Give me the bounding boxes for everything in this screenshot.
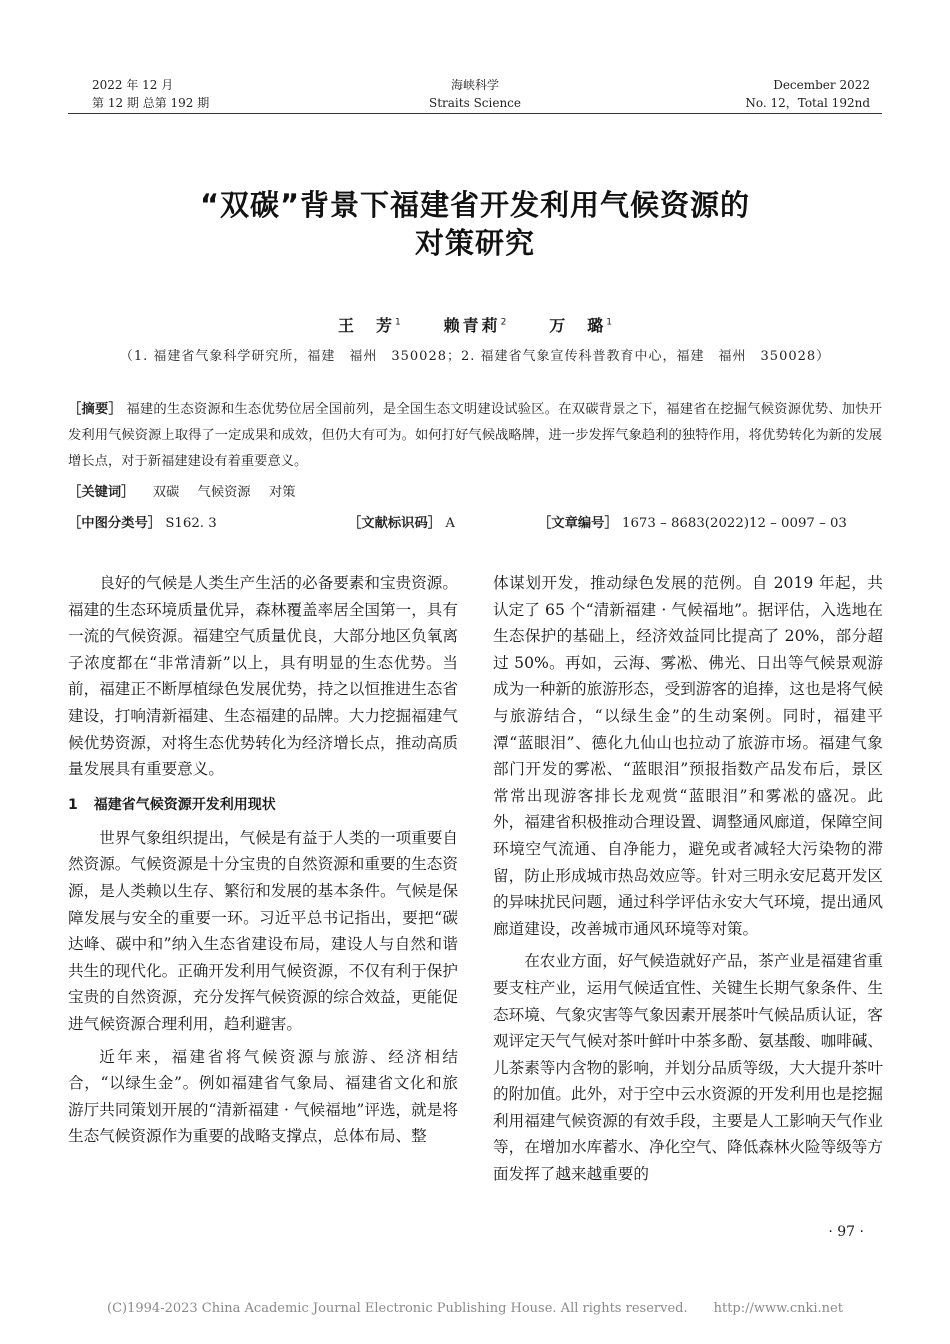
header-rule [68, 113, 882, 114]
clc-label: ［中图分类号］ [68, 516, 162, 531]
keyword: 对策 [268, 485, 296, 500]
author-name: 万 璐 [549, 316, 607, 335]
title-line-1: “双碳”背景下福建省开发利用气候资源的 [199, 188, 751, 222]
author-name: 赖青莉 [443, 316, 501, 335]
header-issue-date [92, 76, 209, 112]
article-number-label: ［文章编号］ [538, 516, 618, 531]
header-journal [375, 76, 575, 112]
body-right-column [493, 570, 883, 1188]
author-affiliation-marker: 1 [606, 317, 612, 328]
section-title: 福建省气候资源开发利用现状 [93, 796, 276, 813]
article-number [538, 511, 847, 537]
abstract-label: ［摘要］ [68, 402, 122, 417]
section-number: 1 [68, 796, 78, 813]
document-code-label: ［文献标识码］ [348, 516, 442, 531]
clc-value: S162. 3 [165, 516, 217, 531]
header-issue-number-en: No. 12，Total 192nd [745, 96, 870, 110]
body-paragraph: 世界气象组织提出，气候是有益于人类的一项重要自然资源。气候资源是十分宝贵的自然资源和重要的生态资源，是人类赖以生存、繁衍和发展的基本条件。气候是保障发展与安全的重要一环。习近平总书记指出，要把“碳达峰、碳中和”纳入生态省建设布局，建设人与自然和谐共生的现代化。正确开发利用气候资源，不仅有利于保护宝贵的自然资源，充分发挥气候资源的综合效益，更能促进气候资源合理利用，趋利避害。 [68, 828, 458, 1033]
copyright-footer: (C)1994-2023 China Academic Journal Electronic Publishing House. All rights reserved. http://www.cnki.net [107, 1301, 843, 1316]
title-line-2: 对策研究 [414, 226, 535, 260]
page-number: · 97 · [828, 1224, 864, 1240]
keyword: 气候资源 [197, 485, 251, 500]
keywords-label: ［关键词］ [68, 485, 135, 500]
document-code-value: A [445, 516, 455, 531]
header-issue-en [745, 76, 870, 112]
body-paragraph: 近年来，福建省将气候资源与旅游、经济相结合，“以绿生金”。例如福建省气象局、福建省文化和旅游厅共同策划开展的“清新福建 · 气候福地”评选，就是将生态气候资源作为重要的战略支撑点，总体布局、整 [68, 1047, 458, 1146]
body-paragraph: 良好的气候是人类生产生活的必备要素和宝贵资源。福建的生态环境质量优异，森林覆盖率居全国第一，具有一流的气候资源。福建空气质量优良，大部分地区负氧离子浓度都在“非常清新”以上，具有明显的生态优势。当前，福建正不断厚植绿色发展优势，持之以恒推进生态省建设，打响清新福建、生态福建的品牌。大力挖掘福建气候优势资源，对将生态优势转化为经济增长点，推动高质量发展具有重要意义。 [68, 574, 458, 779]
keyword: 双碳 [152, 485, 180, 500]
body-paragraph-continued: 体谋划开发，推动绿色发展的范例。自 2019 年起，共认定了 65 个“清新福建 · 气候福地”。据评估，入选地在生态保护的基础上，经济效益同比提高了 20%，部分超过 50%。再如，云海、雾凇、佛光、日出等气候景观游成为一种新的旅游形态，受到游客的追捧，这也是将气候与旅游结合，“以绿生金”的生动案例。同时，福建平潭“蓝眼泪”、德化九仙山也拉动了旅游市场。福建气象部门开发的雾凇、“蓝眼泪”预报指数产品发布后，景区常常出现游客排长龙观赏“蓝眼泪”和雾凇的盛况。此外，福建省积极推动合理设置、调整通风廊道，保障空间环境空气流通、自净能力，避免或者减轻大污染物的滞留，防止形成城市热岛效应等。针对三明永安尼葛开发区的异味扰民问题，通过科学评估永安大气环境，提出通风廊道建设，改善城市通风环境等对策。 [493, 574, 883, 938]
article-title [75, 186, 875, 262]
body-paragraph: 在农业方面，好气候造就好产品，茶产业是福建省重要支柱产业，运用气候适宜性、关键生长期气象条件、生态环境、气象灾害等气象因素开展茶叶气候品质认证，客观评定天气气候对茶叶鲜叶中茶多酚、氨基酸、咖啡碱、儿茶素等内含物的影响，并划分品质等级，大大提升茶叶的附加值。此外，对于空中云水资源的开发利用也是挖掘利用福建气候资源的有效手段，主要是人工影响天气作业等，在增加水库蓄水、净化空气、降低森林火险等级等方面发挥了越来越重要的 [493, 952, 883, 1184]
section-heading [68, 795, 458, 815]
author-affiliation: （1. 福建省气象科学研究所，福建 福州 350028；2. 福建省气象宣传科普教育中心，福建 福州 350028） [119, 349, 831, 364]
keywords [68, 480, 296, 506]
header-date-cn: 2022 年 12 月 [92, 78, 174, 92]
header-issue-cn: 第 12 期 总第 192 期 [92, 96, 210, 110]
author-affiliation-marker: 1 [395, 317, 401, 328]
header-date-en: December 2022 [773, 78, 870, 92]
abstract [68, 397, 882, 475]
abstract-text: 福建的生态资源和生态优势位居全国前列，是全国生态文明建设试验区。在双碳背景之下，福建省在挖掘气候资源优势、加快开发利用气候资源上取得了一定成果和成效，但仍大有可为。如何打好气候战略牌，进一步发挥气象趋利的独特作用，将优势转化为新的发展增长点，对于新福建建设有着重要意义。 [68, 402, 883, 469]
article-number-value: 1673 – 8683(2022)12 – 0097 – 03 [622, 516, 847, 531]
journal-name-cn: 海峡科学 [450, 78, 499, 92]
document-code [348, 511, 455, 537]
author-name: 王 芳 [338, 316, 396, 335]
clc-number [68, 511, 217, 537]
body-left-column [68, 570, 458, 1150]
author-list [0, 313, 950, 336]
journal-name-en: Straits Science [429, 96, 521, 110]
author-affiliation-marker: 2 [500, 317, 507, 328]
